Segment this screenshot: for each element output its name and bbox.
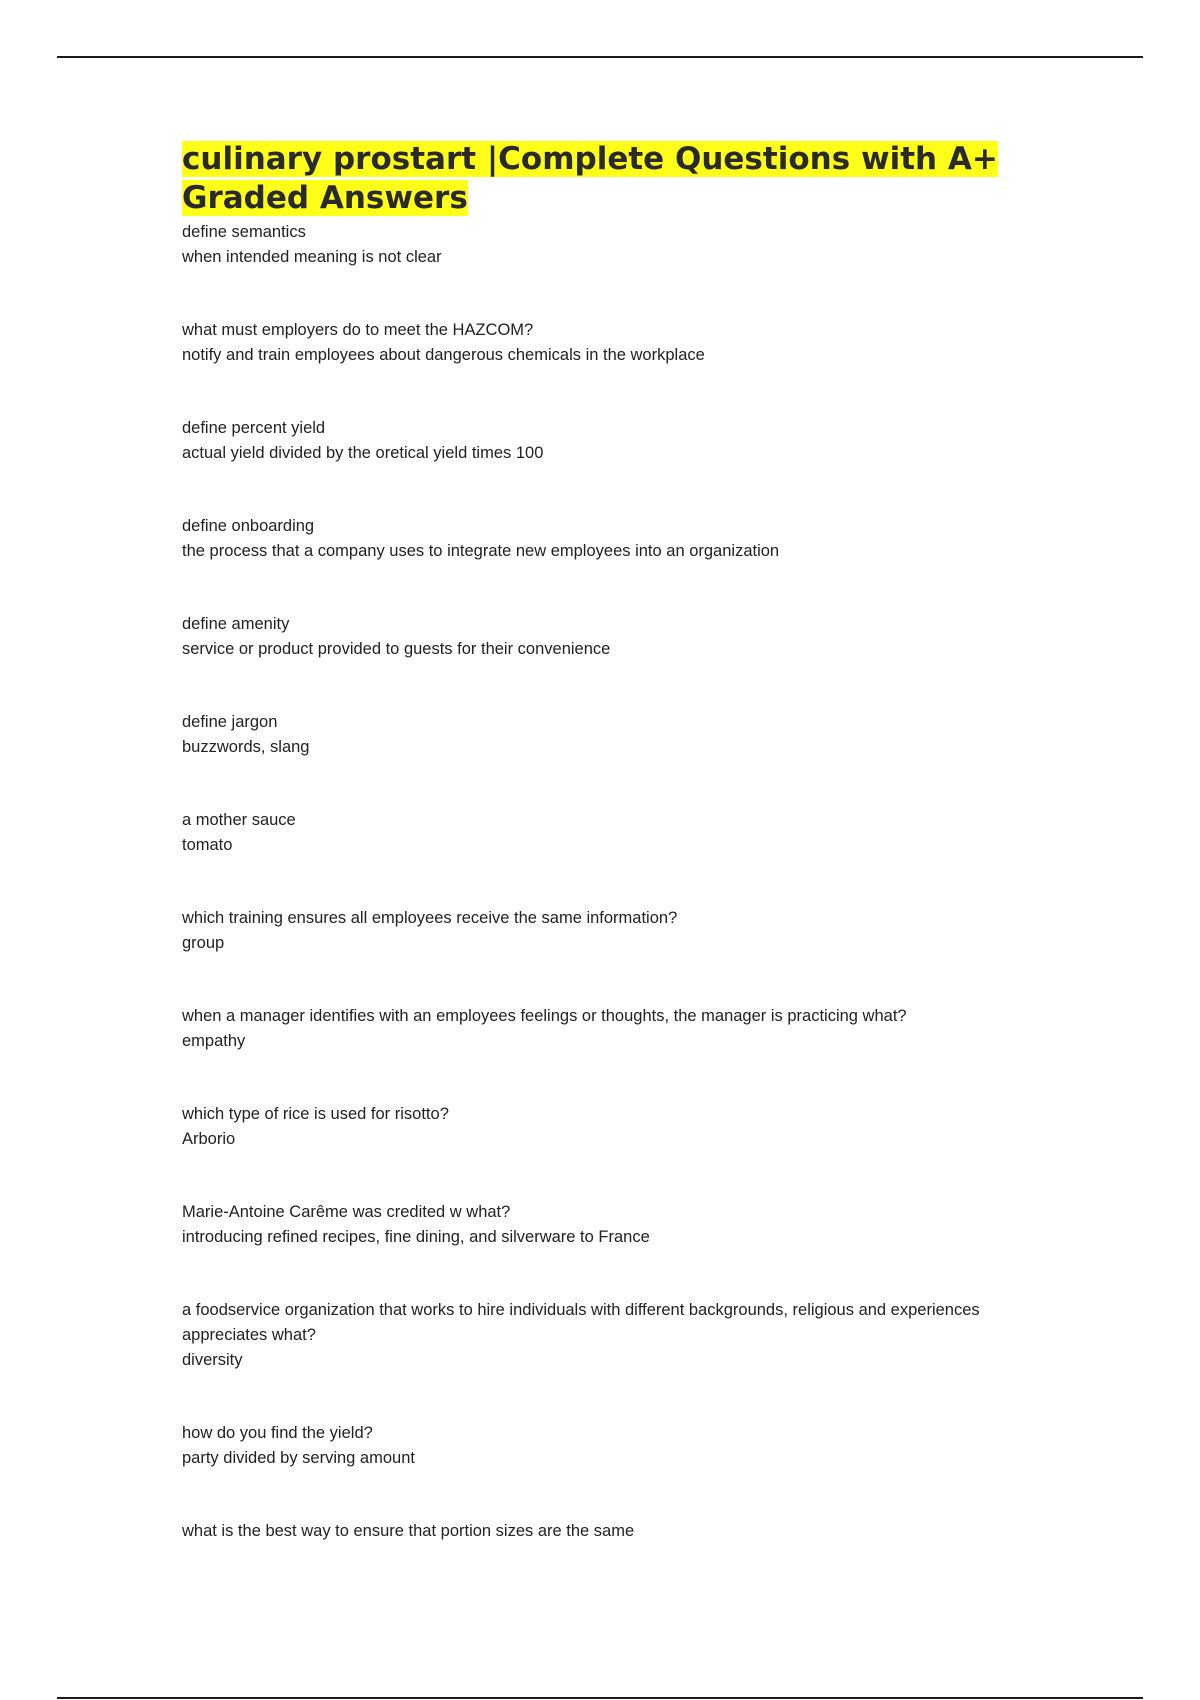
- document-title: [182, 140, 1042, 218]
- qa-item: [182, 514, 1042, 564]
- question: define semantics: [182, 223, 306, 241]
- qa-item: [182, 1200, 1042, 1250]
- question: a foodservice organization that works to hire individuals with different backgrounds, religious and experiences appreciates what?: [182, 1301, 980, 1344]
- question: Marie-Antoine Carême was credited w what?: [182, 1203, 511, 1221]
- qa-item: [182, 906, 1042, 956]
- qa-item: [182, 318, 1042, 368]
- question: define jargon: [182, 713, 278, 731]
- qa-item: [182, 220, 1042, 270]
- answer: empathy: [182, 1032, 246, 1050]
- qa-item: [182, 612, 1042, 662]
- qa-item: [182, 1519, 1042, 1544]
- answer: actual yield divided by the oretical yield times 100: [182, 444, 544, 462]
- answer: tomato: [182, 836, 233, 854]
- answer: service or product provided to guests for their convenience: [182, 640, 611, 658]
- question: when a manager identifies with an employees feelings or thoughts, the manager is practicing what?: [182, 1007, 907, 1025]
- bottom-rule: [57, 1697, 1143, 1699]
- answer: notify and train employees about dangerous chemicals in the workplace: [182, 346, 705, 364]
- question: how do you find the yield?: [182, 1424, 373, 1442]
- qa-item: [182, 1421, 1042, 1471]
- answer: diversity: [182, 1351, 243, 1369]
- top-rule: [57, 56, 1143, 58]
- qa-item: [182, 1004, 1042, 1054]
- question: which type of rice is used for risotto?: [182, 1105, 449, 1123]
- question: define amenity: [182, 615, 290, 633]
- answer: buzzwords, slang: [182, 738, 310, 756]
- question: what must employers do to meet the HAZCOM?: [182, 321, 534, 339]
- question: define percent yield: [182, 419, 326, 437]
- answer: when intended meaning is not clear: [182, 248, 442, 266]
- qa-item: [182, 416, 1042, 466]
- document-body: [182, 140, 1042, 1592]
- qa-item: [182, 1102, 1042, 1152]
- answer: introducing refined recipes, fine dining, and silverware to France: [182, 1228, 650, 1246]
- question: a mother sauce: [182, 811, 296, 829]
- answer: party divided by serving amount: [182, 1449, 415, 1467]
- qa-item: [182, 1298, 1042, 1373]
- qa-list: [182, 220, 1042, 1544]
- answer: group: [182, 934, 225, 952]
- question: what is the best way to ensure that portion sizes are the same: [182, 1522, 635, 1540]
- question: define onboarding: [182, 517, 315, 535]
- qa-item: [182, 808, 1042, 858]
- question: which training ensures all employees receive the same information?: [182, 909, 678, 927]
- document-title-text: culinary prostart |Complete Questions with A+ Graded Answers: [182, 141, 998, 216]
- answer: the process that a company uses to integrate new employees into an organization: [182, 542, 780, 560]
- answer: Arborio: [182, 1130, 236, 1148]
- qa-item: [182, 710, 1042, 760]
